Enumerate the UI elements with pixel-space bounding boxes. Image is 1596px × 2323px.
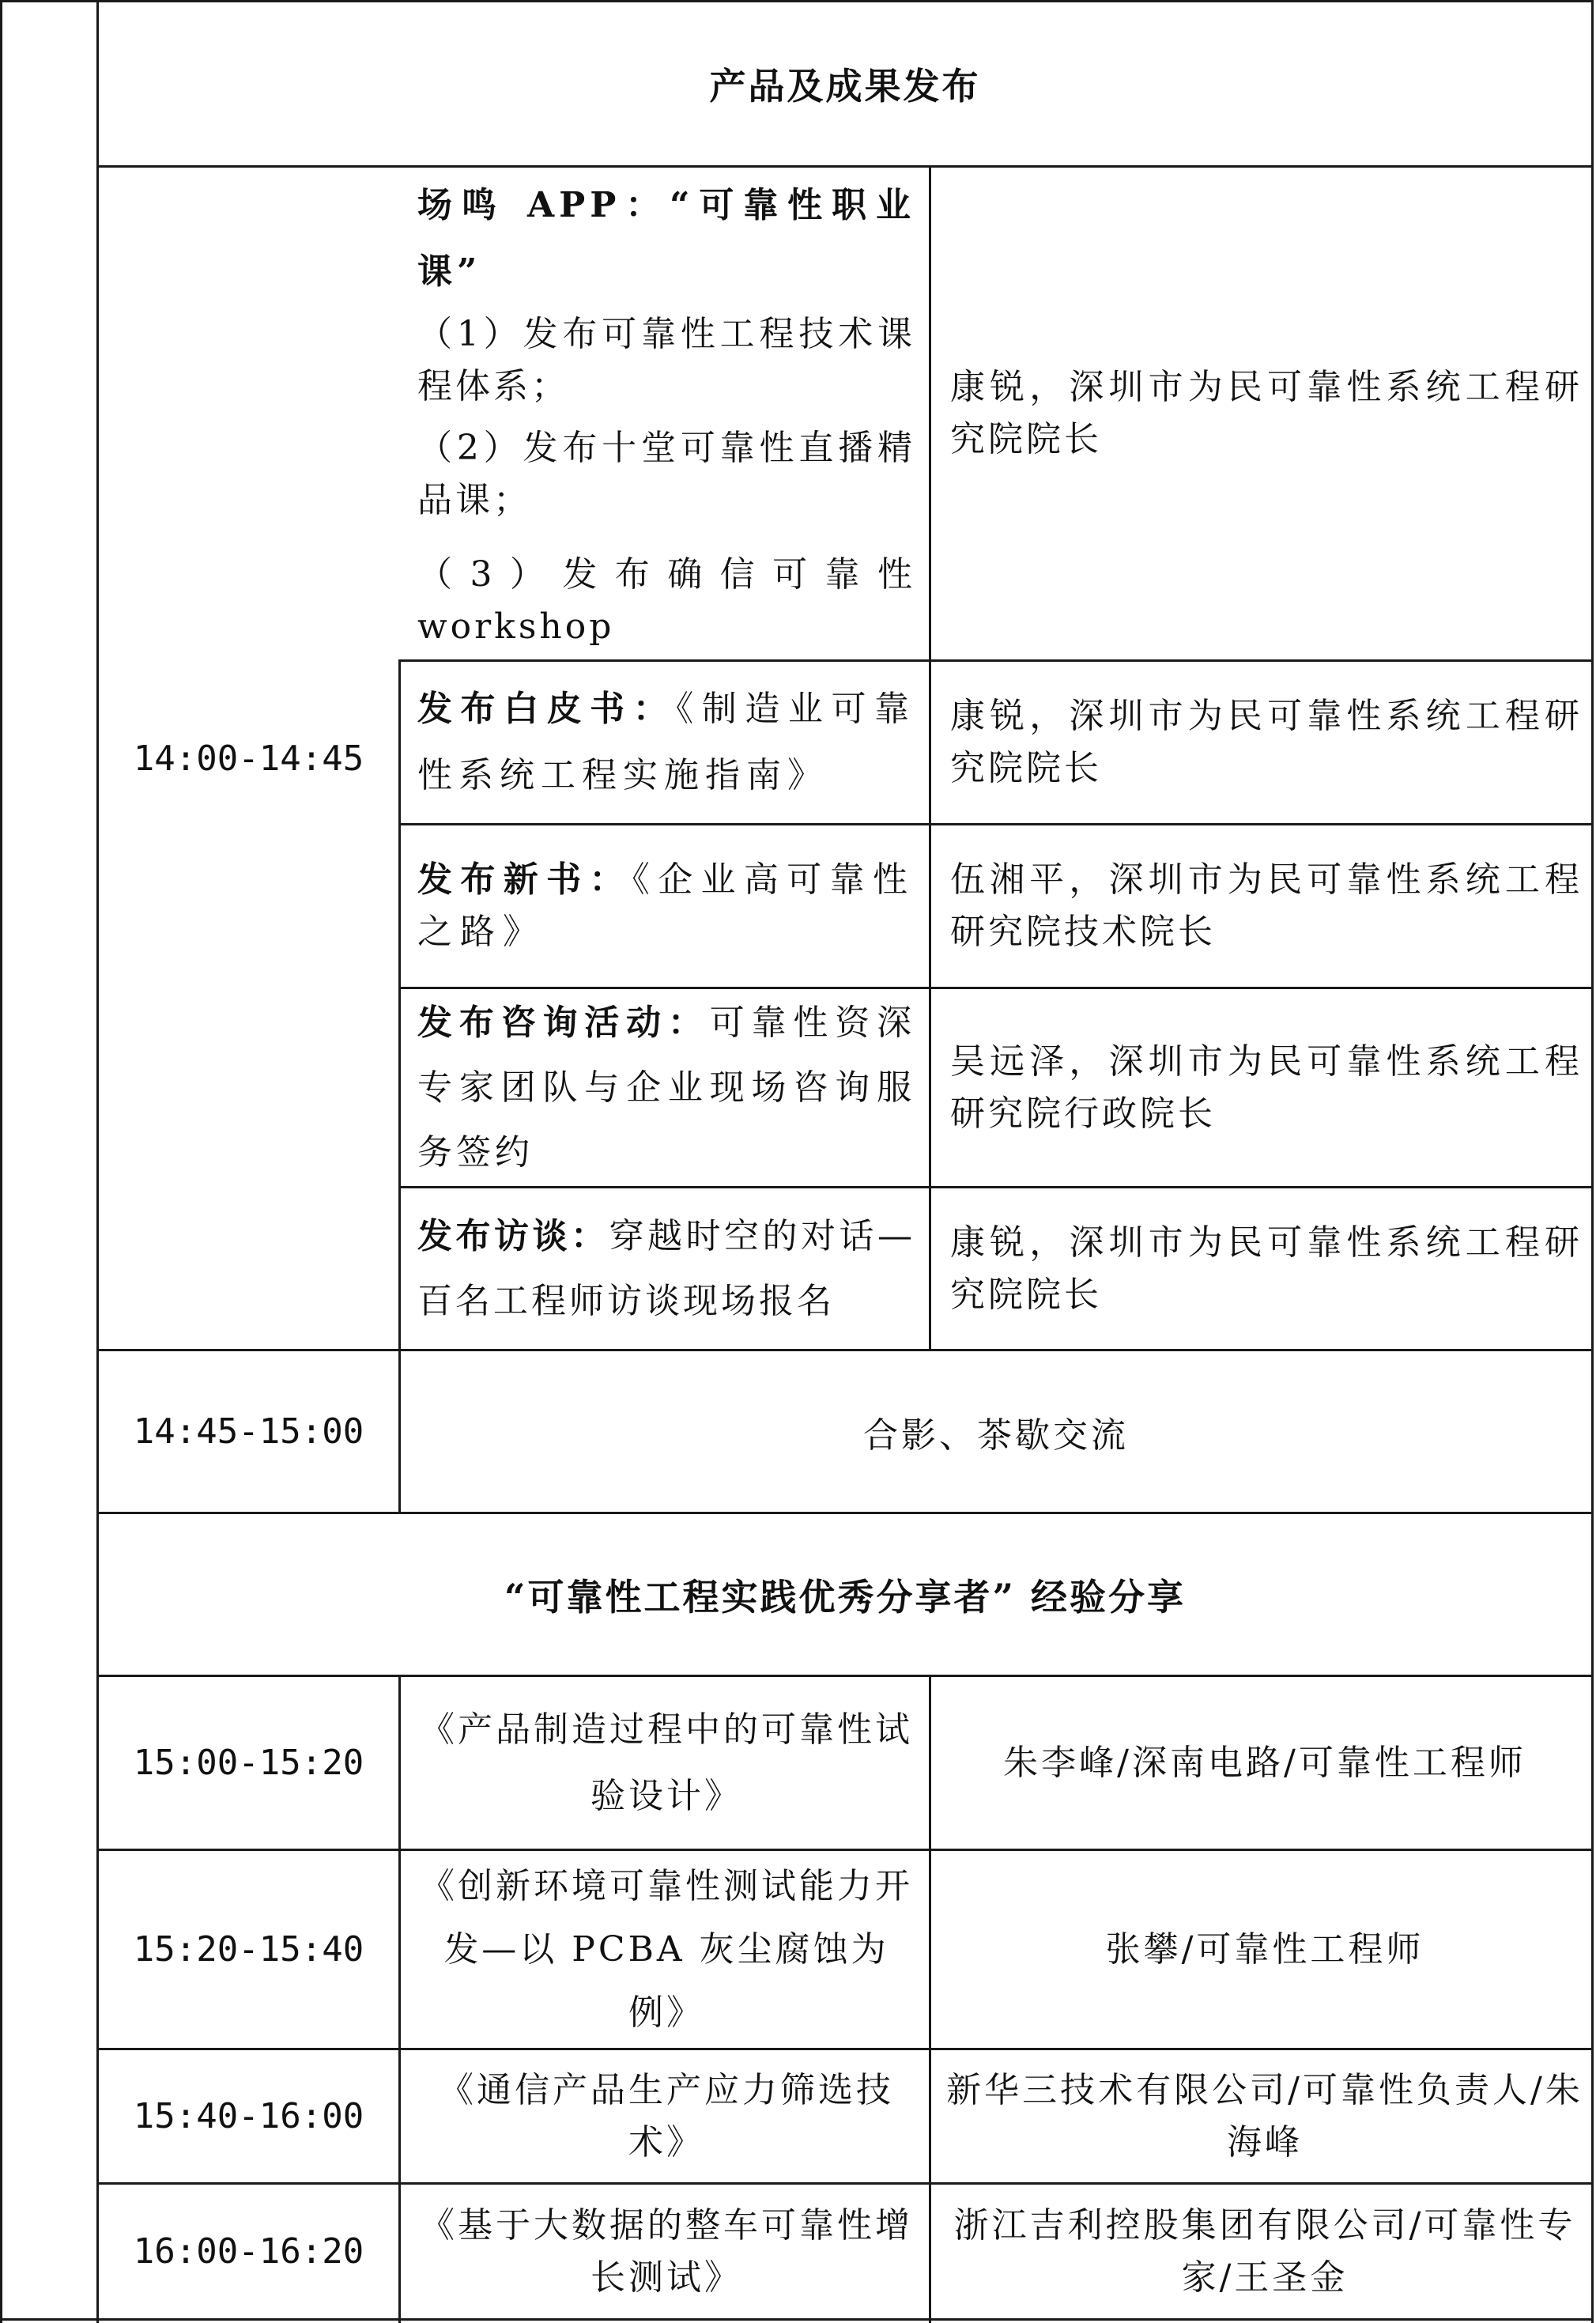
speaker-cell (950, 825, 1583, 987)
speaker-name: 张攀/可靠性工程师 (1105, 1928, 1424, 1970)
time-label: 15:40-16:00 (133, 2096, 364, 2136)
speaker-name: 吴远泽，深圳市为民可靠性系统工程研究院行政院长 (950, 1041, 1583, 1134)
release-item-whitepaper (417, 662, 915, 823)
time-cell (99, 2050, 398, 2182)
table-divider-time (398, 1676, 401, 2323)
speaker-name: 康锐，深圳市为民可靠性系统工程研究院院长 (950, 367, 1583, 459)
speaker-cell (941, 1677, 1589, 1849)
speaker-name: 康锐，深圳市为民可靠性系统工程研究院院长 (950, 696, 1583, 788)
table-divider-time (398, 661, 401, 1350)
speaker-cell (950, 1188, 1583, 1349)
topic-title: 《创新环境可靠性测试能力开发—以 PCBA 灰尘腐蚀为例》 (420, 1865, 913, 2033)
release-item-line: （2）发布十堂可靠性直播精品课； (417, 428, 915, 520)
break-label: 合影、茶歇交流 (863, 1415, 1129, 1456)
time-label: 15:20-15:40 (133, 1929, 364, 1970)
release-item-label: 发布咨询活动： (417, 1002, 710, 1043)
time-label: 14:45-15:00 (133, 1411, 364, 1452)
release-item-title: 《制造业可靠性系统工程实施指南》 (417, 689, 916, 795)
release-item-interview (417, 1188, 915, 1349)
time-cell (99, 1677, 398, 1849)
topic-cell (417, 1851, 915, 2048)
speaker-name: 浙江吉利控股集团有限公司/可靠性专家/王圣金 (953, 2204, 1576, 2298)
release-item-line: （1）发布可靠性工程技术课程体系； (417, 314, 915, 406)
speaker-name: 新华三技术有限公司/可靠性负责人/朱海峰 (946, 2069, 1583, 2162)
speaker-cell (950, 662, 1583, 823)
time-cell (99, 1351, 398, 1512)
time-cell (99, 2185, 398, 2318)
release-item-consulting (417, 989, 915, 1186)
release-item-title: 场鸣 APP：“可靠性职业课” (417, 185, 915, 292)
release-item-title: 穿越时空的对话—百名工程师访谈现场报名 (417, 1215, 915, 1321)
topic-title: 《产品制造过程中的可靠性试验设计》 (420, 1709, 913, 1816)
release-item-title: 可靠性资深专家团队与企业现场咨询服务签约 (417, 1002, 916, 1173)
section-heading-product-release (99, 2, 1591, 165)
release-item-newbook (417, 825, 915, 987)
release-item-label: 发布访谈： (417, 1215, 609, 1256)
table-border-outer-left (0, 0, 2, 2323)
release-item-label: 发布新书： (417, 859, 632, 900)
speaker-name: 伍湘平，深圳市为民可靠性系统工程研究院技术院长 (950, 859, 1583, 952)
table-border-right (1591, 0, 1594, 2323)
speaker-cell (950, 168, 1583, 659)
topic-cell (417, 1677, 915, 1849)
release-item-line: （3）发布确信可靠性 workshop (417, 554, 915, 647)
topic-cell (417, 2050, 915, 2182)
topic-title: 《通信产品生产应力筛选技术》 (439, 2069, 894, 2162)
speaker-cell (950, 989, 1583, 1186)
section-heading-text: 产品及成果发布 (709, 65, 981, 108)
table-divider-topic (929, 1676, 931, 2323)
time-label: 14:00-14:45 (133, 738, 364, 779)
time-cell (99, 168, 398, 1349)
section-heading-sharing (99, 1514, 1591, 1675)
release-item-app (417, 172, 915, 658)
speaker-cell (941, 2050, 1589, 2182)
speaker-name: 康锐，深圳市为民可靠性系统工程研究院院长 (950, 1222, 1583, 1315)
speaker-cell (941, 2185, 1589, 2318)
speaker-cell (941, 1851, 1589, 2048)
table-border-bottom (0, 2318, 1594, 2321)
release-item-title: 《企业高可靠性之路》 (417, 859, 916, 952)
time-label: 16:00-16:20 (133, 2231, 364, 2272)
time-label: 15:00-15:20 (133, 1743, 364, 1783)
topic-title: 《基于大数据的整车可靠性增长测试》 (420, 2204, 913, 2298)
table-divider-topic (929, 167, 931, 1350)
break-cell (401, 1351, 1591, 1512)
release-item-label: 发布白皮书： (417, 689, 677, 729)
speaker-name: 朱李峰/深南电路/可靠性工程师 (1003, 1742, 1526, 1783)
time-cell (99, 1851, 398, 2048)
topic-cell (417, 2185, 915, 2318)
section-heading-text: “可靠性工程实践优秀分享者” 经验分享 (504, 1575, 1186, 1619)
